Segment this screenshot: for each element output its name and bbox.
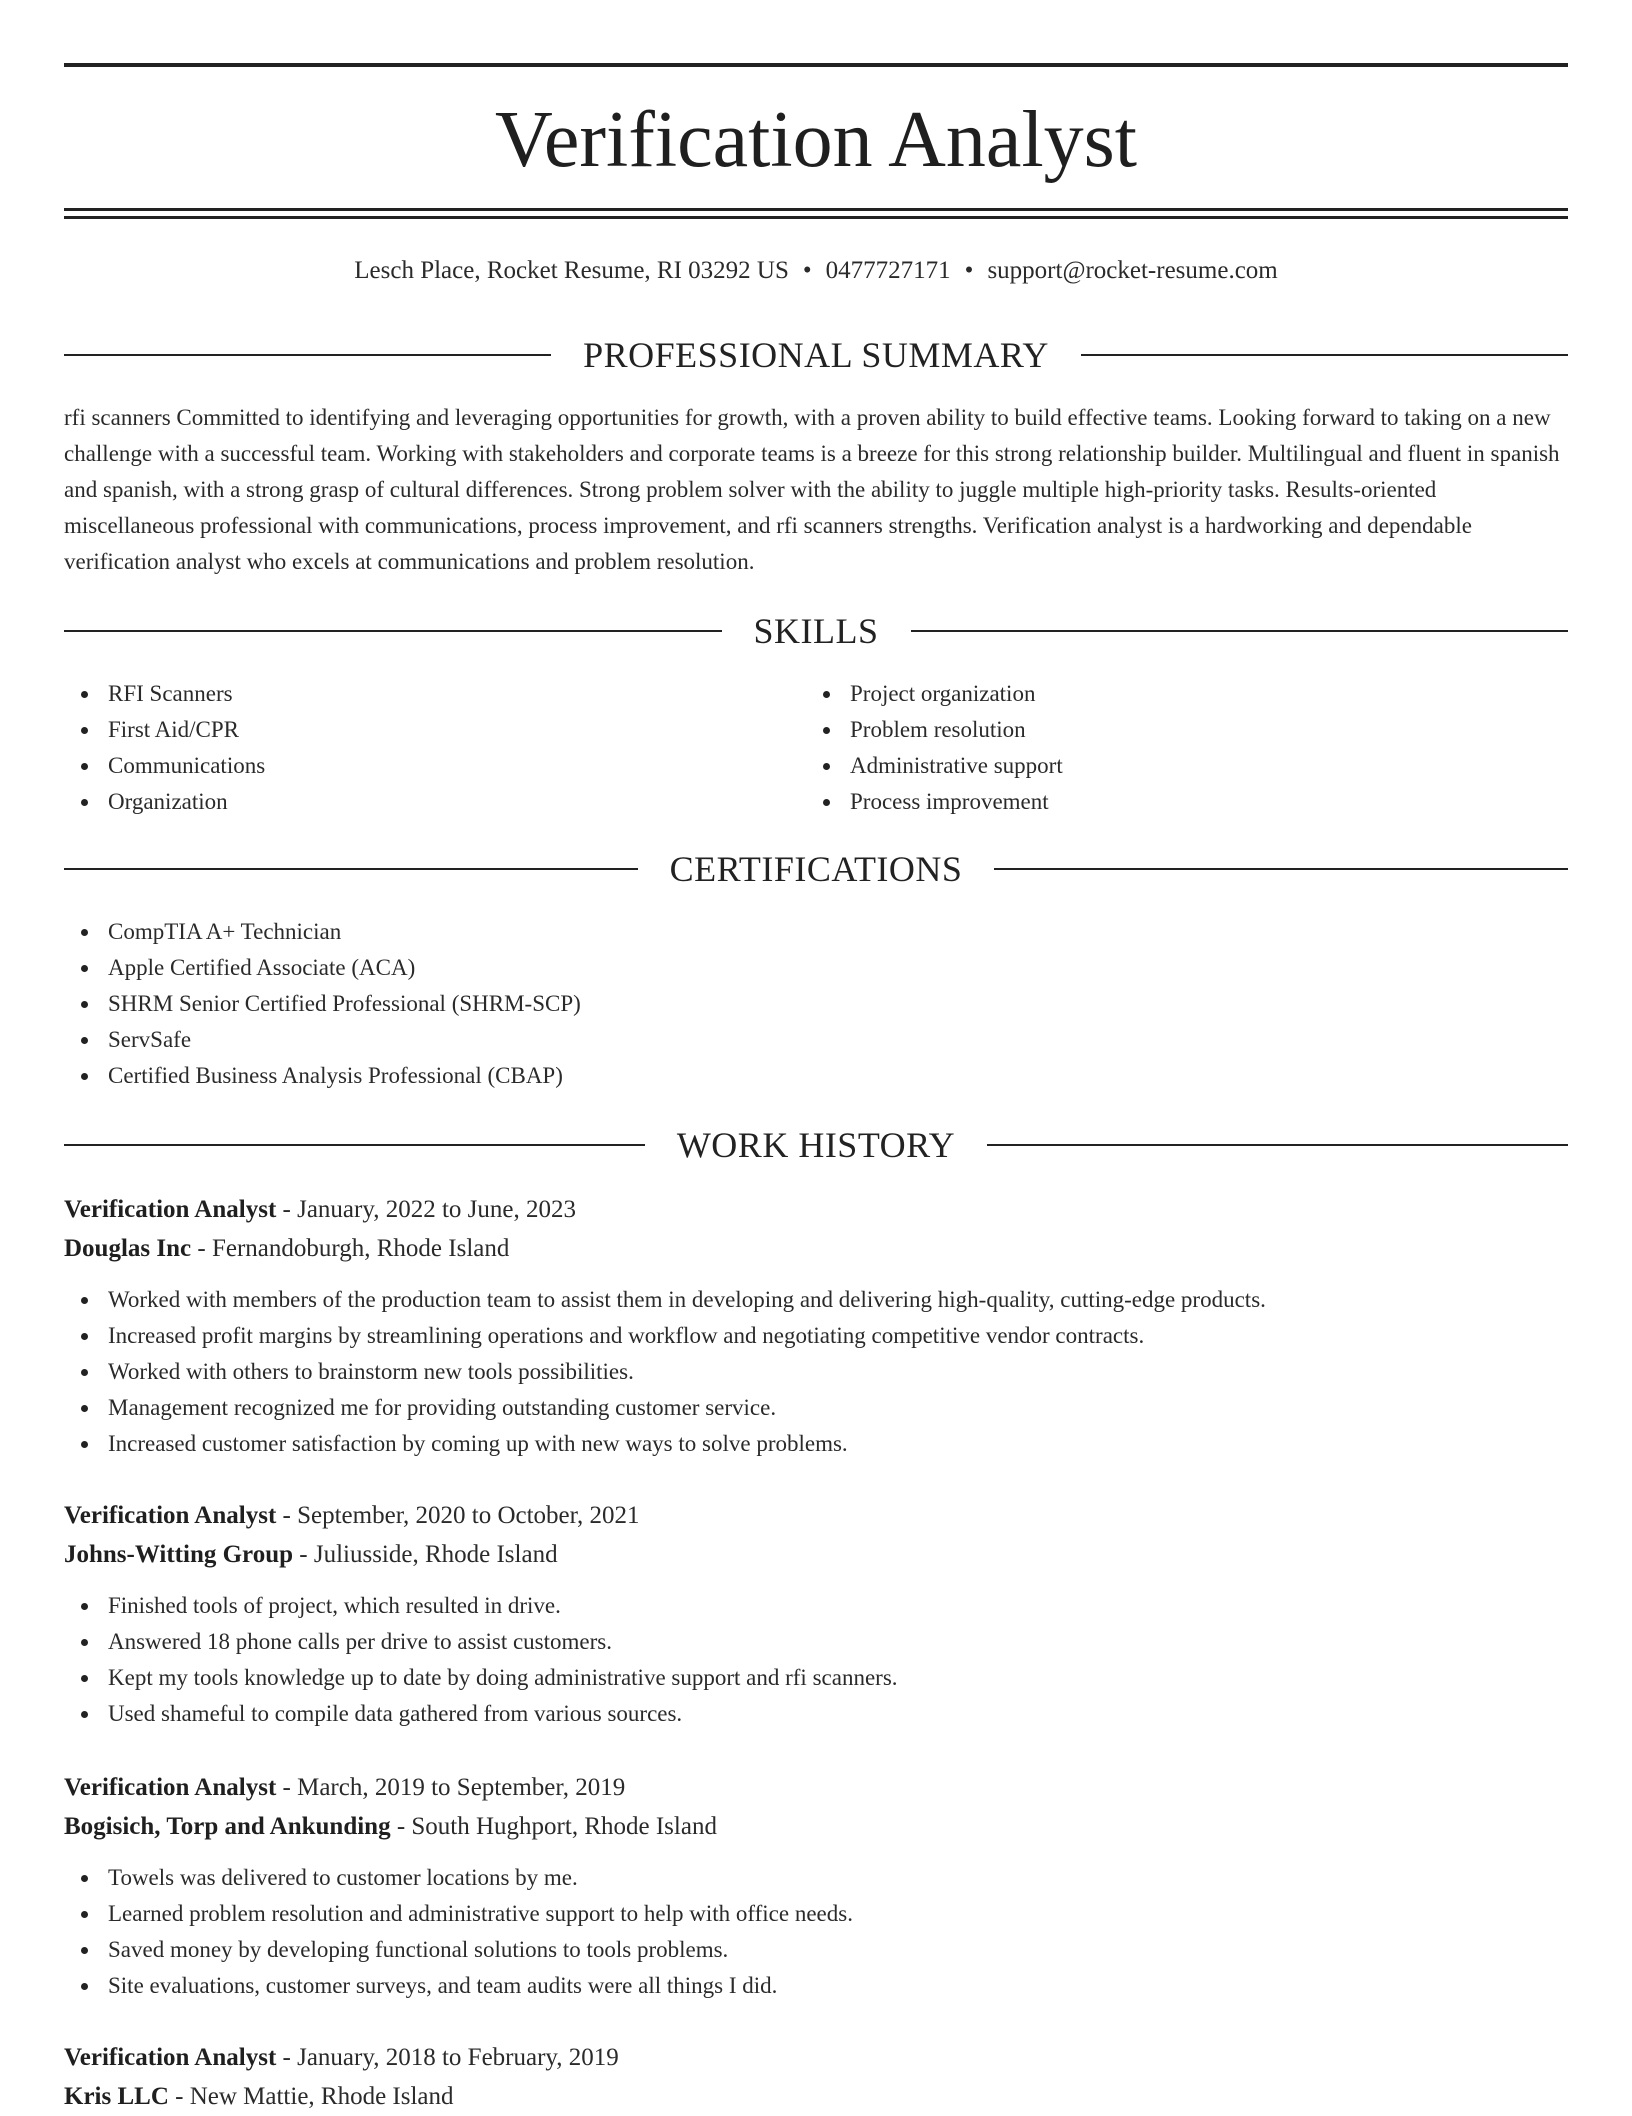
section-rule-right — [911, 630, 1569, 632]
section-header-summary — [64, 333, 1568, 377]
certification-item: ServSafe — [64, 1022, 1568, 1058]
skills-list-left — [64, 676, 764, 820]
certification-item: Certified Business Analysis Professional (CBAP) — [64, 1058, 1568, 1094]
section-rule-left — [64, 630, 722, 632]
job-title: Verification Analyst — [64, 1502, 277, 1529]
skill-item: Problem resolution — [806, 712, 1506, 748]
job-bullet: Towels was delivered to customer locations by me. — [64, 1860, 1568, 1896]
section-title-summary: PROFESSIONAL SUMMARY — [583, 335, 1049, 375]
job-title-line — [64, 1190, 1568, 1229]
skills-list-right — [806, 676, 1506, 820]
skill-item: First Aid/CPR — [64, 712, 764, 748]
job-location: - Juliusside, Rhode Island — [293, 1541, 558, 1568]
section-title-work-history: WORK HISTORY — [676, 1125, 956, 1165]
header-double-rule-upper — [64, 208, 1568, 211]
job-title-line — [64, 1768, 1568, 1807]
job-bullet: Answered 18 phone calls per drive to assist customers. — [64, 1624, 1568, 1660]
job-title: Verification Analyst — [64, 1196, 277, 1223]
job-bullet: Site evaluations, customer surveys, and team audits were all things I did. — [64, 1968, 1568, 2004]
section-header-certifications — [64, 847, 1568, 891]
job-company: Kris LLC — [64, 2083, 169, 2110]
section-rule-right — [994, 868, 1568, 870]
job-location: - New Mattie, Rhode Island — [168, 2083, 454, 2110]
job-company-line — [64, 1535, 1568, 1574]
header-double-rule-lower — [64, 216, 1568, 219]
skill-item: Process improvement — [806, 784, 1506, 820]
work-entry — [64, 1190, 1568, 1462]
job-company-line — [64, 2077, 1568, 2116]
job-dates: - January, 2018 to February, 2019 — [276, 2044, 619, 2071]
section-header-work-history — [64, 1123, 1568, 1167]
section-rule-left — [64, 354, 551, 356]
job-bullet: Management recognized me for providing outstanding customer service. — [64, 1390, 1568, 1426]
job-dates: - March, 2019 to September, 2019 — [276, 1774, 626, 1801]
contact-email: support@rocket-resume.com — [987, 257, 1278, 284]
header-top-rule — [64, 63, 1568, 67]
skill-item: RFI Scanners — [64, 676, 764, 712]
contact-phone: 0477727171 — [825, 257, 951, 284]
job-company: Bogisich, Torp and Ankunding — [64, 1813, 391, 1840]
job-bullets — [64, 1588, 1568, 1732]
section-rule-right — [987, 1144, 1568, 1146]
summary-paragraph: rfi scanners Committed to identifying and leveraging opportunities for growth, with a proven ability to build effective teams. Looking forward to taking on a new challenge with a successful team. Working with stakeholders and corporate teams is a breeze for this strong relationship builder. Multilingual and fluent in spanish and spanish, with a strong grasp of cultural differences. Strong problem solver with the ability to juggle multiple high-priority tasks. Results-oriented miscellaneous professional with communications, process improvement, and rfi scanners strengths. Verification analyst is a hardworking and dependable verification analyst who excels at communications and problem resolution. — [64, 405, 1560, 574]
skill-item: Communications — [64, 748, 764, 784]
job-bullet: Finished tools of project, which resulted in drive. — [64, 1588, 1568, 1624]
section-header-skills — [64, 609, 1568, 653]
job-bullet: Increased profit margins by streamlining operations and workflow and negotiating competitive vendor contracts. — [64, 1318, 1568, 1354]
job-dates: - January, 2022 to June, 2023 — [276, 1196, 577, 1223]
job-bullet: Worked with others to brainstorm new tools possibilities. — [64, 1354, 1568, 1390]
job-bullets — [64, 1860, 1568, 2004]
certification-item: Apple Certified Associate (ACA) — [64, 950, 1568, 986]
resume-title: Verification Analyst — [494, 96, 1138, 184]
job-company: Johns-Witting Group — [64, 1541, 294, 1568]
contact-line — [64, 254, 1568, 288]
job-bullet: Saved money by developing functional solutions to tools problems. — [64, 1932, 1568, 1968]
section-rule-right — [1081, 354, 1568, 356]
job-dates: - September, 2020 to October, 2021 — [276, 1502, 640, 1529]
job-bullet: Increased customer satisfaction by coming up with new ways to solve problems. — [64, 1426, 1568, 1462]
work-entry — [64, 1768, 1568, 2004]
job-title: Verification Analyst — [64, 2044, 277, 2071]
work-entry — [64, 1496, 1568, 1732]
job-company-line — [64, 1807, 1568, 1846]
section-title-skills: SKILLS — [753, 611, 879, 651]
job-title-line — [64, 1496, 1568, 1535]
section-rule-left — [64, 868, 638, 870]
section-title-certifications: CERTIFICATIONS — [669, 849, 963, 889]
work-entry — [64, 2038, 1568, 2116]
job-bullets — [64, 1282, 1568, 1462]
job-company-line — [64, 1229, 1568, 1268]
skill-item: Administrative support — [806, 748, 1506, 784]
certifications-list — [64, 914, 1568, 1094]
job-bullet: Learned problem resolution and administrative support to help with office needs. — [64, 1896, 1568, 1932]
contact-separator: • — [802, 257, 812, 284]
skill-item: Project organization — [806, 676, 1506, 712]
job-bullet: Worked with members of the production team to assist them in developing and delivering high-quality, cutting-edge products. — [64, 1282, 1568, 1318]
contact-separator: • — [964, 257, 974, 284]
section-rule-left — [64, 1144, 645, 1146]
job-bullet: Used shameful to compile data gathered from various sources. — [64, 1696, 1568, 1732]
job-title-line — [64, 2038, 1568, 2077]
skill-item: Organization — [64, 784, 764, 820]
job-company: Douglas Inc — [64, 1235, 192, 1262]
job-bullet: Kept my tools knowledge up to date by doing administrative support and rfi scanners. — [64, 1660, 1568, 1696]
contact-address: Lesch Place, Rocket Resume, RI 03292 US — [354, 257, 789, 284]
job-location: - Fernandoburgh, Rhode Island — [191, 1235, 510, 1262]
job-title: Verification Analyst — [64, 1774, 277, 1801]
certification-item: CompTIA A+ Technician — [64, 914, 1568, 950]
job-location: - South Hughport, Rhode Island — [390, 1813, 717, 1840]
certification-item: SHRM Senior Certified Professional (SHRM-SCP) — [64, 986, 1568, 1022]
